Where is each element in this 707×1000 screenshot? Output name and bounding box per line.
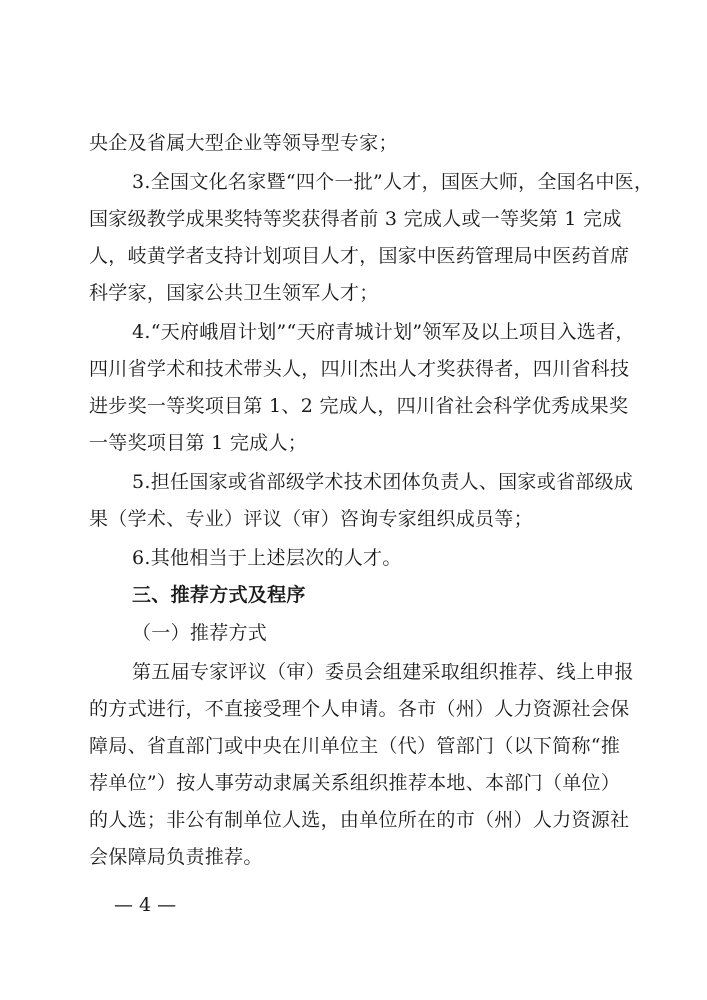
- text-line: 人，岐黄学者支持计划项目人才，国家中医药管理局中医药首席: [89, 245, 630, 267]
- list-item-3: 3.全国文化名家暨“四个一批”人才，国医大师，全国名中医，: [132, 171, 654, 193]
- text-line: 果（学术、专业）评议（审）咨询专家组织成员等；: [89, 508, 533, 530]
- page-number: — 4 —: [114, 894, 177, 916]
- text-line: 央企及省属大型企业等领导型专家；: [89, 132, 398, 154]
- subsection-heading: （一）推荐方式: [132, 622, 268, 644]
- text-line: 一等奖项目第 1 完成人；: [89, 432, 308, 454]
- text-line: 会保障局负责推荐。: [89, 846, 263, 868]
- list-item-5: 5.担任国家或省部级学术技术团体负责人、国家或省部级成: [132, 471, 634, 493]
- text-line: 的人选；非公有制单位人选，由单位所在的市（州）人力资源社: [89, 809, 630, 831]
- text-line: 进步奖一等奖项目第 1、2 完成人，四川省社会科学优秀成果奖: [89, 395, 629, 417]
- text-line: 荐单位”）按人事劳动隶属关系组织推荐本地、本部门（单位）: [89, 772, 621, 794]
- text-line: 国家级教学成果奖特等奖获得者前 3 完成人或一等奖第 1 完成: [89, 208, 622, 230]
- list-item-6: 6.其他相当于上述层次的人才。: [132, 547, 402, 569]
- text-line: 四川省学术和技术带头人，四川杰出人才奖获得者，四川省科技: [89, 358, 630, 380]
- paragraph-start: 第五届专家评议（审）委员会组建采取组织推荐、线上申报: [132, 661, 634, 683]
- text-line: 的方式进行，不直接受理个人申请。各市（州）人力资源社会保: [89, 698, 630, 720]
- text-line: 科学家，国家公共卫生领军人才；: [89, 282, 379, 304]
- section-heading: 三、推荐方式及程序: [132, 584, 306, 606]
- list-item-4: 4.“天府峨眉计划”“天府青城计划”领军及以上项目入选者，: [132, 321, 635, 343]
- text-line: 障局、省直部门或中央在川单位主（代）管部门（以下简称“推: [89, 735, 621, 757]
